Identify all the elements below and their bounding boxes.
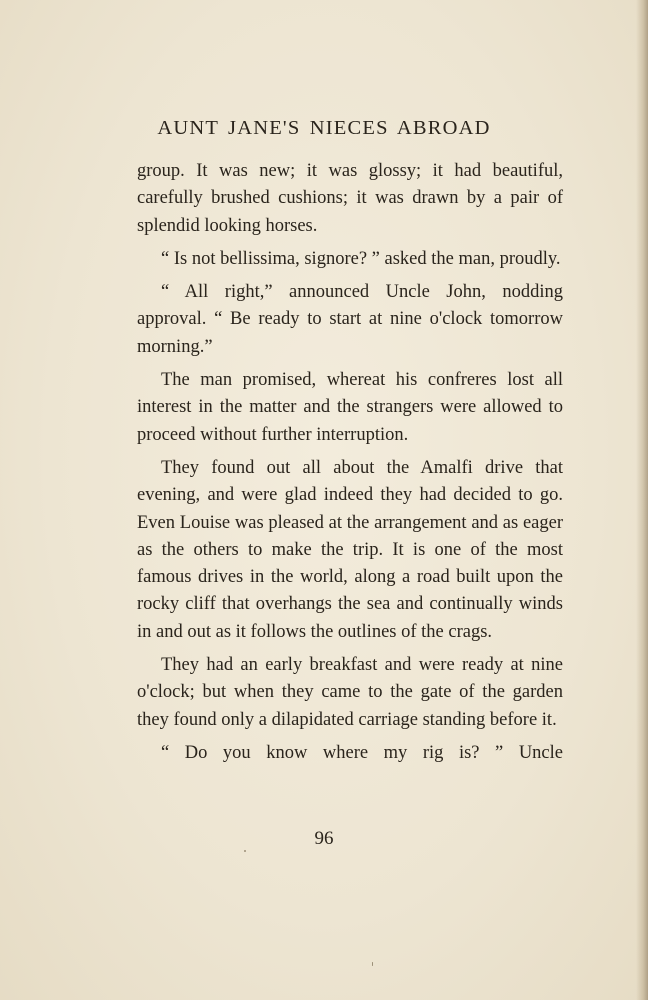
paragraph: They found out all about the Amalfi drive that evening, and were glad indeed they had decided to go. Even Louise was pleased at the arrangement and as eager as the others to make the trip. It is one of the most famous drives in the world, along a road built upon the rocky cliff that overhangs the sea and continually winds in and out as it follows the outlines of the crags. <box>137 457 563 642</box>
paragraph: They had an early breakfast and were ready at nine o'clock; but when they came to the gate of the garden they found only a dilapidated carriage standing before it. <box>137 655 563 730</box>
page-number: 96 <box>314 828 334 849</box>
running-head: AUNT JANE'S NIECES ABROAD <box>157 117 491 139</box>
page-edge-shadow <box>636 0 648 1000</box>
body-text <box>137 158 563 767</box>
paragraph: The man promised, whereat his confreres lost all interest in the matter and the strangers were allowed to proceed without further interruption. <box>137 370 563 445</box>
paper-speck <box>372 962 373 966</box>
paragraph: “ All right,” announced Uncle John, nodding approval. “ Be ready to start at nine o'clock tomorrow morning.” <box>137 282 563 357</box>
paragraph-continued: “ Do you know where my rig is? ” Uncle <box>161 742 563 763</box>
paper-speck <box>244 850 246 852</box>
paragraph-continuation: group. It was new; it was glossy; it had beautiful, carefully brushed cushions; it was drawn by a pair of splendid looking horses. <box>137 161 563 236</box>
paragraph: “ Is not bellissima, signore? ” asked the man, proudly. <box>161 248 561 269</box>
